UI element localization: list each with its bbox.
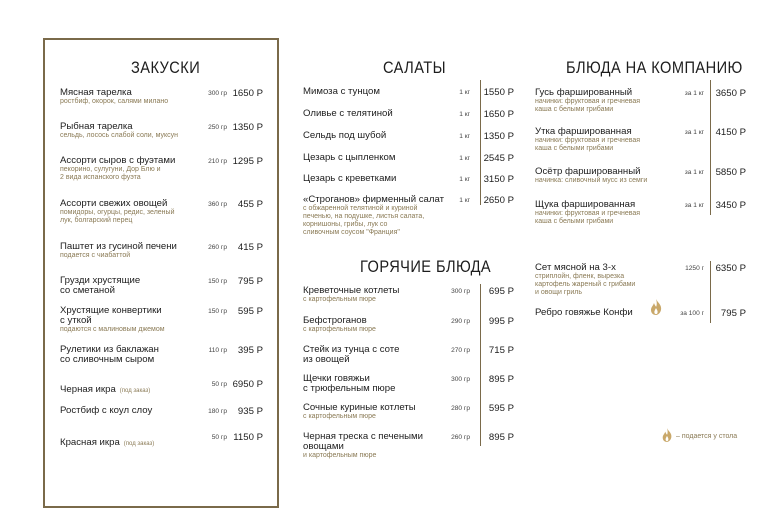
item-name: Красная икра [60,437,120,448]
item-price: 6950 Р [232,379,263,390]
item-weight: 1 кг [459,176,470,183]
item-price: 1350 Р [483,131,514,142]
sety-item [535,308,665,318]
item-description: пекорино, сулугуни, Дор Блю и 2 вида испанского фуэта [60,166,161,181]
kompaniya-price-divider [710,80,711,215]
item-description: с картофельным пюре [303,413,376,420]
item-name: Утка фаршированная [535,126,632,137]
item-price: 415 Р [237,242,263,253]
item-name: Рыбная тарелка [60,121,133,132]
item-price: 1350 Р [232,122,263,133]
zakuski-item [60,345,205,365]
zakuski-item [60,432,205,450]
goryachie-price-divider [480,284,481,446]
item-weight: 150 гр [208,308,227,315]
item-weight: 290 гр [451,318,470,325]
item-weight: 1 кг [459,111,470,118]
item-name: Мимоза с тунцом [303,86,380,97]
item-price: 1550 Р [483,87,514,98]
item-weight: 250 гр [208,124,227,131]
salaty-item [303,195,473,237]
item-price: 3650 Р [715,88,746,99]
kompaniya-item [535,167,670,185]
item-price: 795 Р [237,276,263,287]
sety-item [535,263,665,297]
zakuski-item [60,306,205,334]
item-weight: за 1 кг [684,90,704,97]
item-price: 795 Р [720,308,746,319]
item-name: Ассорти свежих овощей [60,198,168,209]
item-name: Ассорти сыров с фуэтами [60,155,176,166]
item-price: 1650 Р [232,88,263,99]
salaty-item [303,174,473,184]
zakuski-item [60,276,205,296]
item-name: Черная треска с печеными овощами [303,431,423,452]
item-name: Цезарь с креветками [303,173,397,184]
item-price: 1150 Р [233,432,263,443]
section-title-zakuski: ЗАКУСКИ [131,58,201,77]
item-price: 895 Р [488,432,514,443]
item-price: 935 Р [237,406,263,417]
item-name: Ребро говяжье Конфи [535,307,633,318]
item-description: начинки: фруктовая и гречневая каша с белыми грибами [535,210,641,225]
item-description: начинки: фруктовая и гречневая каша с белыми грибами [535,98,641,113]
item-weight: 280 гр [451,405,470,412]
salaty-item [303,87,473,97]
item-price: 715 Р [488,345,514,356]
item-weight: 1 кг [459,197,470,204]
salaty-item [303,109,473,119]
item-price: 595 Р [488,403,514,414]
item-note: (под заказ) [123,441,155,447]
item-name: Щука фаршированная [535,199,636,210]
item-weight: 1 кг [459,133,470,140]
item-weight: 180 гр [208,408,227,415]
item-name: Ростбиф с коул слоу [60,405,153,416]
zakuski-item [60,122,205,140]
zakuski-item [60,406,205,416]
item-description: с картофельным пюре [303,296,376,303]
item-price: 1295 Р [232,156,263,167]
item-name: Осётр фаршированный [535,166,641,177]
item-name: Цезарь с цыпленком [303,152,396,163]
item-name: Мясная тарелка [60,87,132,98]
zakuski-item [60,199,205,225]
item-weight: 270 гр [451,347,470,354]
item-name: Креветочные котлеты [303,285,400,296]
salaty-item [303,153,473,163]
item-name: Сет мясной на 3-х [535,262,616,273]
kompaniya-item [535,127,670,153]
item-weight: за 1 кг [684,129,704,136]
item-weight: 1 кг [459,89,470,96]
item-name: Хрустящие конвертики с уткой [60,305,162,326]
item-name: Оливье с телятиной [303,108,393,119]
salaty-item [303,131,473,141]
item-weight: 300 гр [451,376,470,383]
zakuski-item [60,156,205,182]
item-note: (под заказ) [119,388,151,394]
item-description: подаются с малиновым джемом [60,326,165,333]
kompaniya-item [535,200,670,226]
item-description: подается с чиабаттой [60,252,131,259]
zakuski-item [60,88,205,106]
item-price: 3150 Р [483,174,514,185]
item-name: Сочные куриные котлеты [303,402,416,413]
item-description: ростбиф, окорок, салями милано [60,98,169,105]
item-name: Сельдь под шубой [303,130,387,141]
item-price: 695 Р [488,286,514,297]
item-description: помидоры, огурцы, редис, зеленый лук, болгарский перец [60,209,175,224]
goryachie-item [303,432,453,460]
item-price: 995 Р [488,316,514,327]
goryachie-item [303,345,453,365]
item-description: с картофельным пюре [303,326,376,333]
item-description: и картофельным пюре [303,452,377,459]
item-name: Грузди хрустящие со сметаной [60,275,141,296]
zakuski-item [60,379,205,397]
item-weight: 300 гр [451,288,470,295]
item-name: Рулетики из баклажан со сливочным сыром [60,344,159,365]
item-price: 2545 Р [483,153,514,164]
item-weight: 300 гр [208,90,227,97]
item-price: 1650 Р [483,109,514,120]
flame-icon [649,298,663,316]
item-name: Гусь фаршированный [535,87,633,98]
goryachie-item [303,286,453,304]
goryachie-item [303,316,453,334]
item-price: 895 Р [488,374,514,385]
item-price: 455 Р [237,199,263,210]
item-price: 2650 Р [483,195,514,206]
item-name: Стейк из тунца с соте из овощей [303,344,400,365]
item-weight: 1250 г [685,265,704,272]
item-price: 595 Р [237,306,263,317]
item-name: Бефстроганов [303,315,367,326]
item-description: с обжаренной телятиной и куриной печенью, на подушке, листья салата, корнишоны, грибы, лук со сливочным соусом "Франция" [303,205,425,236]
sety-price-divider [710,261,711,323]
item-weight: 360 гр [208,201,227,208]
legend-flame-icon [661,427,673,443]
section-title-kompaniya: БЛЮДА НА КОМПАНИЮ [566,58,743,77]
zakuski-item [60,242,205,260]
goryachie-item [303,374,453,394]
item-weight: 150 гр [208,278,227,285]
item-name: «Строганов» фирменный салат [303,194,444,205]
item-weight: 210 гр [208,158,227,165]
legend-text: – подается у стола [676,433,738,440]
item-description: начинки: фруктовая и гречневая каша с белыми грибами [535,137,641,152]
item-weight: 260 гр [208,244,227,251]
item-weight: 50 гр [211,381,227,388]
item-price: 395 Р [237,345,263,356]
item-weight: за 100 г [680,310,704,317]
item-weight: за 1 кг [684,202,704,209]
item-name: Щечки говяжьи с трюфельным пюре [303,373,396,394]
item-description: начинка: сливочный мусс из семги [535,177,648,184]
item-price: 3450 Р [715,200,746,211]
item-price: 6350 Р [715,263,746,274]
salaty-price-divider [480,80,481,205]
item-description: стриплойн, фленк, вырезка картофель жареный с грибами и овощи гриль [535,273,636,296]
kompaniya-item [535,88,670,114]
item-price: 5850 Р [715,167,746,178]
item-price: 4150 Р [715,127,746,138]
item-weight: за 1 кг [684,169,704,176]
item-name: Черная икра [60,384,116,395]
item-weight: 1 кг [459,155,470,162]
item-weight: 260 гр [451,434,470,441]
item-description: сельдь, лосось слабой соли, муксун [60,132,178,139]
section-title-salaty: САЛАТЫ [383,58,446,77]
goryachie-item [303,403,453,421]
item-name: Паштет из гусиной печени [60,241,177,252]
section-title-goryachie: ГОРЯЧИЕ БЛЮДА [360,257,492,276]
item-weight: 110 гр [208,347,227,354]
item-weight: 50 гр [211,434,227,441]
